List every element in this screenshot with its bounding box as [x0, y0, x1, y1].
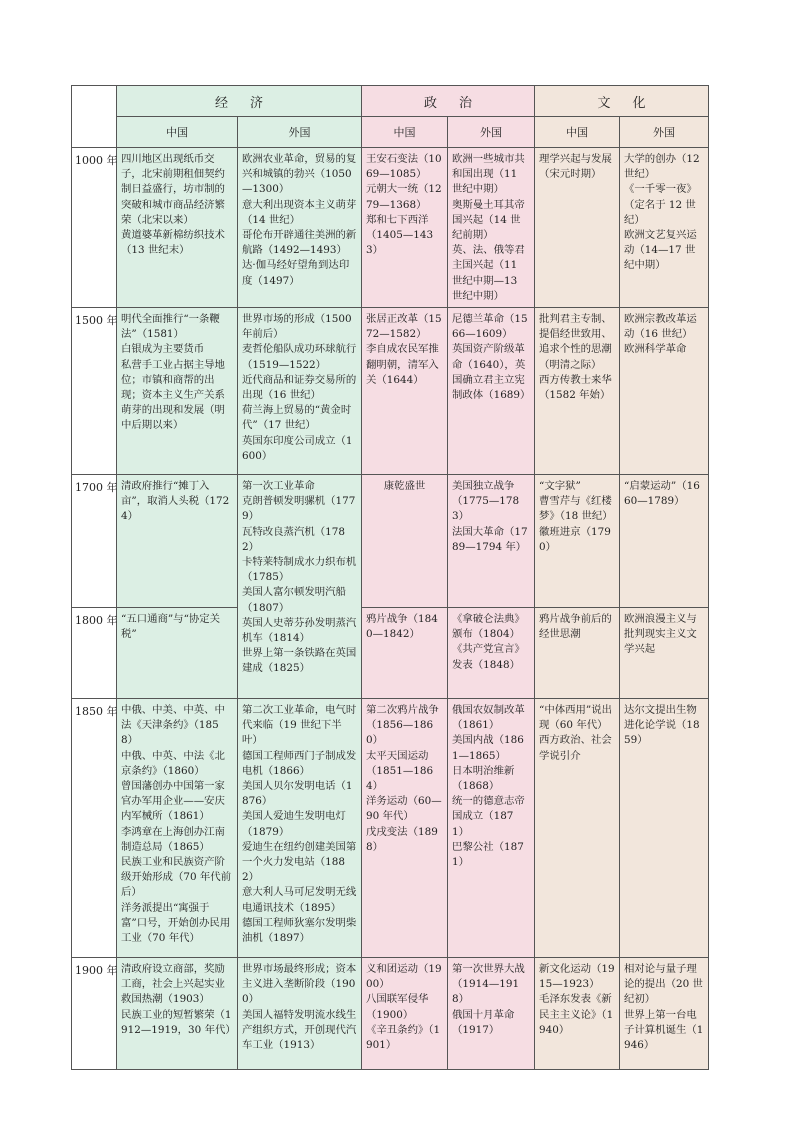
cell-pol-china: 康乾盛世 — [362, 475, 448, 608]
cell-pol-china: 张居正改革（1572—1582） 李自成农民军推翻明朝，清军入关（1644） — [362, 308, 448, 475]
cell-econ-china: 清政府推行“摊丁入亩”，取消人头税（1724） — [117, 475, 238, 608]
cell-pol-foreign: 尼德兰革命（1566—1609） 英国资产阶级革命（1640），英国确立君主立宪制政体（1689） — [448, 308, 535, 475]
cell-cul-foreign: 欧洲浪漫主义与批判现实主义文学兴起 — [620, 608, 709, 699]
year-label: 1800 年 — [72, 608, 117, 699]
table-row — [72, 958, 709, 1070]
cell-pol-foreign: 美国独立战争（1775—1783） 法国大革命（1789—1794 年） — [448, 475, 535, 608]
header-economy: 经济 — [117, 86, 362, 117]
cell-econ-china: 明代全面推行“一条鞭法”（1581） 白银成为主要货币 私营手工业占据主导地位；市镇和商帮的出现；资本主义生产关系萌芽的出现和发展（明中后期以来） — [117, 308, 238, 475]
year-label: 1500 年 — [72, 308, 117, 475]
corner-cell — [72, 86, 117, 148]
cell-cul-china: 新文化运动（1915—1923） 毛泽东发表《新民主主义论》（1940） — [535, 958, 620, 1070]
header-row-main — [72, 86, 709, 117]
header-politics: 政治 — [362, 86, 535, 117]
year-label: 1700 年 — [72, 475, 117, 608]
header-culture: 文化 — [535, 86, 709, 117]
cell-econ-china: “五口通商”与“协定关税” — [117, 608, 238, 699]
cell-cul-china: “中体西用”说出现（60 年代） 西方政治、社会学说引介 — [535, 699, 620, 958]
cell-pol-china: 义和团运动（1900） 八国联军侵华（1900） 《辛丑条约》（1901） — [362, 958, 448, 1070]
cell-econ-china: 清政府设立商部，奖励工商，社会上兴起实业救国热潮（1903） 民族工业的短暂繁荣（1912—1919，30 年代） — [117, 958, 238, 1070]
header-pol-china: 中国 — [362, 117, 448, 148]
timeline-table — [71, 85, 709, 1070]
cell-cul-foreign: 相对论与量子理论的提出（20 世纪初） 世界上第一台电子计算机诞生（1946） — [620, 958, 709, 1070]
year-label: 1000 年 — [72, 148, 117, 308]
header-econ-china: 中国 — [117, 117, 238, 148]
cell-cul-foreign: 大学的创办（12 世纪） 《一千零一夜》（定名于 12 世纪） 欧洲文艺复兴运动（14—17 世纪中期） — [620, 148, 709, 308]
cell-cul-china: 理学兴起与发展（宋元时期） — [535, 148, 620, 308]
cell-econ-foreign: 世界市场的形成（1500 年前后） 麦哲伦船队成功环球航行（1519—1522） 近代商品和证券交易所的出现（16 世纪） 荷兰海上贸易的“黄金时代”（17 世纪） 英国东印度公司成立（1600） — [238, 308, 362, 475]
table-row — [72, 608, 709, 699]
header-econ-foreign: 外国 — [238, 117, 362, 148]
cell-econ-foreign: 世界市场最终形成；资本主义进入垄断阶段（1900） 美国人福特发明流水线生产组织方式，开创现代汽车工业（1913） — [238, 958, 362, 1070]
cell-pol-china: 鸦片战争（1840—1842） — [362, 608, 448, 699]
table-row — [72, 308, 709, 475]
cell-cul-foreign: 达尔文提出生物进化论学说（1859） — [620, 699, 709, 958]
cell-econ-foreign: 第二次工业革命，电气时代来临（19 世纪下半叶） 德国工程师西门子制成发电机（1866） 美国人贝尔发明电话（1876） 美国人爱迪生发明电灯（1879） 爱迪生在纽约创建美国第一个火力发电站（1882） 意大利人马可尼发明无线电通讯技术（1895） 德国工程师狄塞尔发明柴油机（1897） — [238, 699, 362, 958]
cell-pol-foreign: 《拿破仑法典》颁布（1804） 《共产党宣言》发表（1848） — [448, 608, 535, 699]
cell-pol-foreign: 第一次世界大战（1914—1918） 俄国十月革命（1917） — [448, 958, 535, 1070]
cell-cul-china: 鸦片战争前后的经世思潮 — [535, 608, 620, 699]
cell-pol-china: 第二次鸦片战争（1856—1860） 太平天国运动（1851—1864） 洋务运动（60—90 年代） 戊戌变法（1898） — [362, 699, 448, 958]
cell-cul-foreign: “启蒙运动”（1660—1789） — [620, 475, 709, 608]
header-pol-foreign: 外国 — [448, 117, 535, 148]
cell-pol-foreign: 俄国农奴制改革（1861） 美国内战（1861—1865） 日本明治维新（1868） 统一的德意志帝国成立（1871） 巴黎公社（1871） — [448, 699, 535, 958]
cell-cul-china: “文字狱” 曹雪芹与《红楼梦》（18 世纪） 徽班进京（1790） — [535, 475, 620, 608]
year-label: 1900 年 — [72, 958, 117, 1070]
year-label: 1850 年 — [72, 699, 117, 958]
cell-pol-china: 王安石变法（1069—1085） 元朝大一统（1279—1368） 郑和七下西洋（1405—1433） — [362, 148, 448, 308]
cell-cul-china: 批判君主专制、提倡经世致用、追求个性的思潮（明清之际） 西方传教士来华（1582 年始） — [535, 308, 620, 475]
table-row — [72, 148, 709, 308]
cell-econ-foreign: 第一次工业革命 克朗普顿发明骡机（1779） 瓦特改良蒸汽机（1782） 卡特莱特制成水力织布机（1785） 美国人富尔顿发明汽船（1807） 英国人史蒂芬孙发明蒸汽机车（1814） 世界上第一条铁路在英国建成（1825） — [238, 475, 362, 699]
cell-econ-china: 中俄、中美、中英、中法《天津条约》（1858） 中俄、中英、中法《北京条约》（1860） 曾国藩创办中国第一家官办军用企业——安庆内军械所（1861） 李鸿章在上海创办江南制造总局（1865） 民族工业和民族资产阶级开始形成（70 年代前后） 洋务派提出“寓强于富”口号，开始创办民用工业（70 年代） — [117, 699, 238, 958]
header-cul-foreign: 外国 — [620, 117, 709, 148]
cell-econ-foreign: 欧洲农业革命，贸易的复兴和城镇的勃兴（1050—1300） 意大利出现资本主义萌芽（14 世纪） 哥伦布开辟通往美洲的新航路（1492—1493） 达·伽马经好望角到达印度（1497） — [238, 148, 362, 308]
cell-pol-foreign: 欧洲一些城市共和国出现（11 世纪中期） 奥斯曼土耳其帝国兴起（14 世纪前期） 英、法、俄等君主国兴起（11 世纪中期—13 世纪中期） — [448, 148, 535, 308]
table-row — [72, 475, 709, 608]
header-cul-china: 中国 — [535, 117, 620, 148]
cell-econ-china: 四川地区出现纸币交子，北宋前期租佃契约制日益盛行，坊市制的突破和城市商品经济繁荣（北宋以来） 黄道婆革新棉纺织技术（13 世纪末） — [117, 148, 238, 308]
cell-cul-foreign: 欧洲宗教改革运动（16 世纪） 欧洲科学革命 — [620, 308, 709, 475]
table-row — [72, 699, 709, 958]
header-row-sub — [72, 117, 709, 148]
